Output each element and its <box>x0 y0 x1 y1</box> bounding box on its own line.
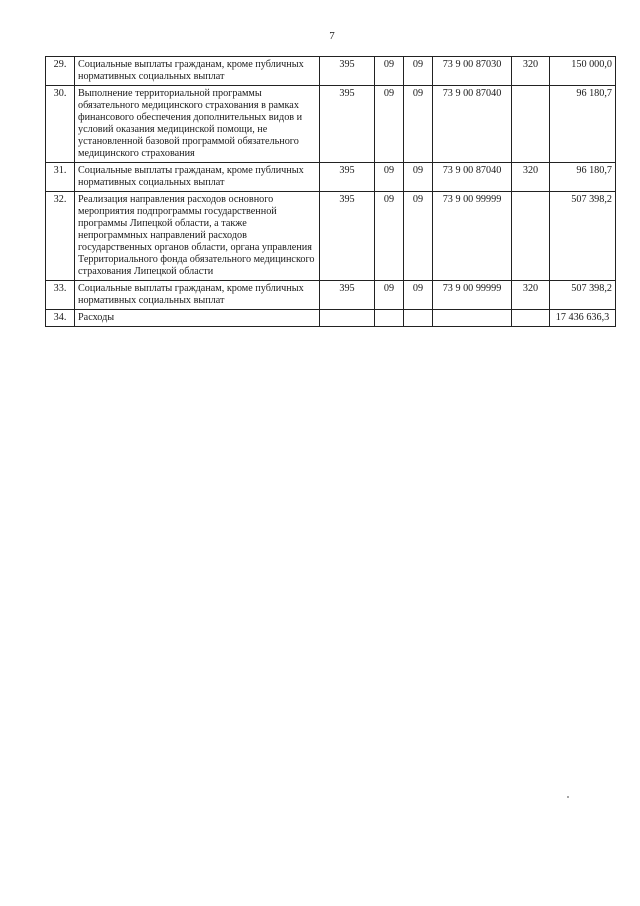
section-code: 09 <box>375 57 404 86</box>
page-number: 7 <box>329 30 335 42</box>
amount: 96 180,7 <box>550 86 616 163</box>
subsection-code: 09 <box>404 192 433 281</box>
target-article-code <box>433 310 512 327</box>
target-article-code: 73 9 00 99999 <box>433 281 512 310</box>
total-amount: 17 436 636,3 <box>550 310 616 327</box>
scan-speck <box>567 796 569 798</box>
expense-type-code: 320 <box>512 163 550 192</box>
row-number: 29. <box>46 57 75 86</box>
row-number: 34. <box>46 310 75 327</box>
target-article-code: 73 9 00 99999 <box>433 192 512 281</box>
target-article-code: 73 9 00 87040 <box>433 163 512 192</box>
row-number: 31. <box>46 163 75 192</box>
target-article-code: 73 9 00 87030 <box>433 57 512 86</box>
section-code <box>375 310 404 327</box>
ministry-code <box>320 310 375 327</box>
table-row <box>46 281 616 310</box>
table-row <box>46 86 616 163</box>
table-row <box>46 163 616 192</box>
amount: 96 180,7 <box>550 163 616 192</box>
table-row <box>46 57 616 86</box>
budget-table <box>45 56 616 327</box>
subsection-code: 09 <box>404 86 433 163</box>
table-row <box>46 192 616 281</box>
subsection-code <box>404 310 433 327</box>
row-number: 30. <box>46 86 75 163</box>
ministry-code: 395 <box>320 163 375 192</box>
expense-type-code <box>512 310 550 327</box>
ministry-code: 395 <box>320 281 375 310</box>
row-description: Социальные выплаты гражданам, кроме публичных нормативных социальных выплат <box>75 163 320 192</box>
amount: 507 398,2 <box>550 192 616 281</box>
subsection-code: 09 <box>404 163 433 192</box>
subsection-code: 09 <box>404 57 433 86</box>
amount: 150 000,0 <box>550 57 616 86</box>
row-description: Расходы <box>75 310 320 327</box>
expense-type-code: 320 <box>512 281 550 310</box>
section-code: 09 <box>375 281 404 310</box>
section-code: 09 <box>375 86 404 163</box>
ministry-code: 395 <box>320 192 375 281</box>
row-description: Социальные выплаты гражданам, кроме публичных нормативных социальных выплат <box>75 57 320 86</box>
row-number: 32. <box>46 192 75 281</box>
table-row-total <box>46 310 616 327</box>
row-description: Реализация направления расходов основного мероприятия подпрограммы государственной программы Липецкой области, а также непрограммных направлений расходов государственных органов области, органа управления Территориального фонда обязательного медицинского страхования Липецкой области <box>75 192 320 281</box>
section-code: 09 <box>375 163 404 192</box>
amount: 507 398,2 <box>550 281 616 310</box>
row-description: Социальные выплаты гражданам, кроме публичных нормативных социальных выплат <box>75 281 320 310</box>
ministry-code: 395 <box>320 86 375 163</box>
row-description: Выполнение территориальной программы обязательного медицинского страхования в рамках финансового обеспечения дополнительных видов и условий оказания медицинской помощи, не установленной базовой программой обязательного медицинского страхования <box>75 86 320 163</box>
subsection-code: 09 <box>404 281 433 310</box>
expense-type-code <box>512 86 550 163</box>
expense-type-code <box>512 192 550 281</box>
ministry-code: 395 <box>320 57 375 86</box>
expense-type-code: 320 <box>512 57 550 86</box>
target-article-code: 73 9 00 87040 <box>433 86 512 163</box>
section-code: 09 <box>375 192 404 281</box>
row-number: 33. <box>46 281 75 310</box>
